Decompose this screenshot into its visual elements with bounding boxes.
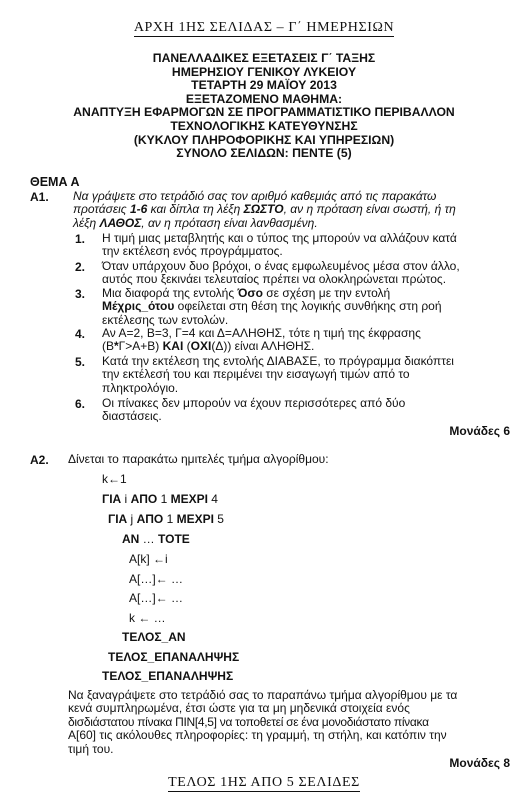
instruction-line: τιμή του. — [68, 741, 114, 756]
instruction-line: κενά συμπληρωμένα, έτσι ώστε για τα μη μηδενικά στοιχεία ενός — [68, 701, 410, 716]
algo-line: k←1 — [102, 472, 127, 486]
statement-item — [102, 260, 512, 287]
statement-line: αυτός που ξεκινάει τελευταίος πρέπει να ολοκληρώνεται πρώτος. — [102, 272, 447, 287]
instruction-line: Να ξαναγράψετε στο τετράδιό σας το παραπάνω τμήμα αλγορίθμου με τα — [68, 688, 458, 702]
algo-line: ΤΕΛΟΣ_ΑΝ — [122, 630, 186, 644]
statement-item — [102, 397, 512, 424]
item-number: 4. — [75, 327, 86, 341]
algo-line: ΤΕΛΟΣ_ΕΠΑΝΑΛΗΨΗΣ — [102, 669, 234, 683]
statement-line: την εκτέλεση ενός προγράμματος. — [102, 244, 283, 259]
statement-line: Κατά την εκτέλεση της εντολής ΔΙΑΒΑΣΕ, το πρόγραμμα διακόπτει — [102, 354, 454, 368]
question-label-a1: Α1. — [30, 190, 49, 204]
title-line: ΣΥΝΟΛΟ ΣΕΛΙΔΩΝ: ΠΕΝΤΕ (5) — [176, 146, 352, 161]
a2-intro: Δίνεται το παρακάτω ημιτελές τμήμα αλγορίθμου: — [68, 452, 329, 466]
statement-line: την εκτέλεσή του και περιμένει την εισαγωγή τιμών από το — [102, 367, 410, 382]
item-number: 3. — [75, 287, 86, 301]
instruction-line: δισδιάστατου πίνακα ΠΙΝ[4,5] να τοποθετεί σε ένα μονοδιάστατο πίνακα — [68, 714, 429, 729]
statement-item — [102, 287, 512, 327]
algo-line: ΓΙΑ i ΑΠΟ 1 ΜΕΧΡΙ 4 — [102, 492, 218, 506]
title-line: ΕΞΕΤΑΖΟΜΕΝΟ ΜΑΘΗΜΑ: — [185, 91, 343, 106]
page-header-text: ΑΡΧΗ 1ΗΣ ΣΕΛΙΔΑΣ – Γ΄ ΗΜΕΡΗΣΙΩΝ — [133, 20, 395, 35]
statement-item — [102, 232, 512, 259]
page-footer — [0, 775, 528, 791]
item-number: 5. — [75, 355, 86, 369]
item-number: 6. — [75, 397, 86, 411]
title-line: ΤΕΧΝΟΛΟΓΙΚΗΣ ΚΑΤΕΥΘΥΝΣΗΣ — [170, 118, 358, 133]
item-number: 2. — [75, 260, 86, 274]
a2-instructions — [68, 689, 513, 756]
a1-intro-line: λέξη ΛΑΘΟΣ, αν η πρόταση είναι λανθασμένη. — [73, 215, 318, 230]
title-line: ΤΕΤΑΡΤΗ 29 ΜΑΪΟΥ 2013 — [191, 78, 337, 93]
page-header — [0, 20, 528, 36]
statement-item — [102, 327, 512, 354]
exam-title-block — [40, 52, 488, 161]
marks-a1: Μονάδες 6 — [449, 424, 510, 438]
statement-line: πληκτρολόγιο. — [102, 380, 179, 395]
title-line: (ΚΥΚΛΟΥ ΠΛΗΡΟΦΟΡΙΚΗΣ ΚΑΙ ΥΠΗΡΕΣΙΩΝ) — [133, 132, 395, 147]
question-label-a2: Α2. — [30, 453, 49, 467]
algo-line: ΑΝ … ΤΟΤΕ — [122, 532, 190, 546]
a1-intro-line: Να γράψετε στο τετράδιό σας τον αριθμό καθεμιάς από τις παρακάτω — [73, 189, 437, 203]
statement-line: Οι πίνακες δεν μπορούν να έχουν περισσότερες από δύο — [102, 396, 406, 410]
statement-item — [102, 355, 512, 395]
algo-line: A[…]← … — [129, 572, 184, 586]
theme-heading: ΘΕΜΑ Α — [30, 175, 80, 189]
title-line: ΗΜΕΡΗΣΙΟΥ ΓΕΝΙΚΟΥ ΛΥΚΕΙΟΥ — [171, 64, 357, 79]
page-footer-text: ΤΕΛΟΣ 1ΗΣ ΑΠΟ 5 ΣΕΛΙΔΕΣ — [168, 775, 360, 790]
title-line: ΑΝΑΠΤΥΞΗ ΕΦΑΡΜΟΓΩΝ ΣΕ ΠΡΟΓΡΑΜΜΑΤΙΣΤΙΚΟ ΠΕΡΙΒΑΛΛΟΝ — [73, 105, 455, 120]
item-number: 1. — [75, 232, 86, 246]
statement-line: Η τιμή μιας μεταβλητής και ο τύπος της μπορούν να αλλάζουν κατά — [102, 231, 457, 245]
algo-line: ΤΕΛΟΣ_ΕΠΑΝΑΛΗΨΗΣ — [108, 650, 240, 664]
a1-intro-line: προτάσεις 1-6 και δίπλα τη λέξη ΣΩΣΤΟ, αν η πρόταση είναι σωστή, ή τη — [73, 202, 456, 217]
statement-line: Μέχρις_ότου οφείλεται στη θέση της λογικής συνθήκης στη ροή — [102, 299, 442, 314]
marks-a2: Μονάδες 8 — [449, 756, 510, 770]
algo-line: A[…]← … — [129, 591, 184, 605]
algo-line: k ← … — [129, 611, 166, 625]
title-line: ΠΑΝΕΛΛΑΔΙΚΕΣ ΕΞΕΤΑΣΕΙΣ Γ΄ ΤΑΞΗΣ — [152, 51, 376, 65]
algo-line: ΓΙΑ j ΑΠΟ 1 ΜΕΧΡΙ 5 — [108, 512, 224, 526]
statement-line: Αν Α=2, Β=3, Γ=4 και Δ=ΑΛΗΘΗΣ, τότε η τιμή της έκφρασης — [102, 326, 421, 340]
statement-line: Μια διαφορά της εντολής Όσο σε σχέση με την εντολή — [102, 286, 391, 300]
statement-line: διαστάσεις. — [102, 409, 162, 424]
instruction-line: A[60] τις ακόλουθες πληροφορίες: τη γραμμή, τη στήλη, και κατόπιν την — [68, 728, 447, 743]
statement-line: εκτέλεσης των εντολών. — [102, 312, 229, 327]
algo-line: A[k] ←i — [129, 552, 168, 566]
statement-line: Όταν υπάρχουν δυο βρόχοι, ο ένας εμφωλευμένος μέσα στον άλλο, — [102, 259, 460, 273]
statement-line: (Β*Γ>Α+Β) ΚΑΙ (ΟΧΙ(Δ)) είναι ΑΛΗΘΗΣ. — [102, 339, 315, 354]
a1-intro — [73, 190, 511, 230]
